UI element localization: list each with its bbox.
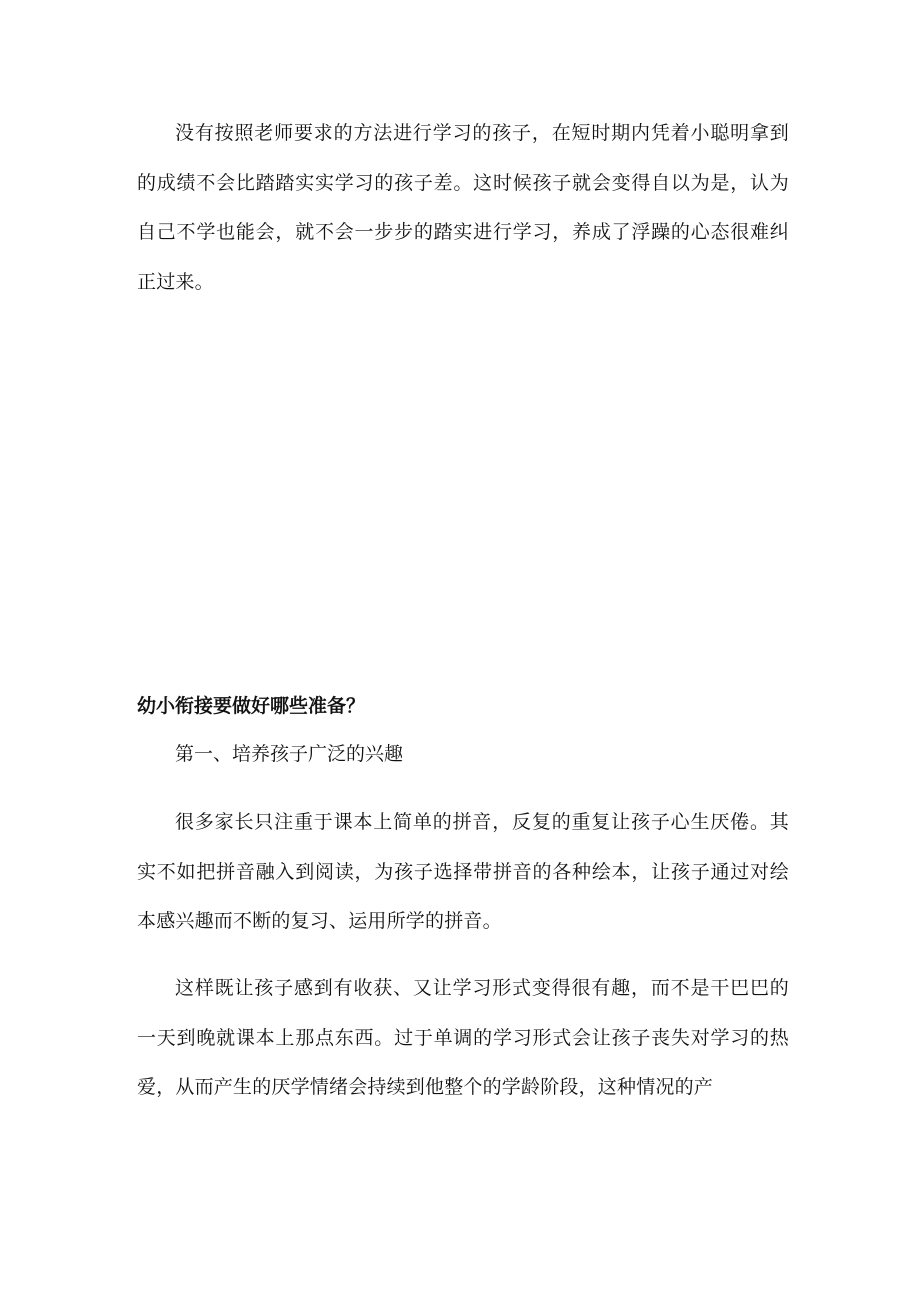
body-paragraph-1: 没有按照老师要求的方法进行学习的孩子，在短时期内凭着小聪明拿到的成绩不会比踏踏实实学习的孩子差。这时候孩子就会变得自以为是，认为自己不学也能会，就不会一步步的踏实进行学习，养成了浮躁的心态很难纠正过来。 xyxy=(137,122,789,293)
body-paragraph-2: 很多家长只注重于课本上简单的拼音，反复的重复让孩子心生厌倦。其实不如把拼音融入到阅读，为孩子选择带拼音的各种绘本，让孩子通过对绘本感兴趣而不断的复习、运用所学的拼音。 xyxy=(137,811,789,932)
section-heading: 幼小衔接要做好哪些准备？ xyxy=(137,695,366,717)
subheading: 第一、培养孩子广泛的兴趣 xyxy=(175,743,404,765)
body-paragraph-3: 这样既让孩子感到有收获、又让学习形式变得很有趣，而不是干巴巴的一天到晚就课本上那点东西。过于单调的学习形式会让孩子丧失对学习的热爱，从而产生的厌学情绪会持续到他整个的学龄阶段，这种情况的产 xyxy=(137,977,789,1098)
